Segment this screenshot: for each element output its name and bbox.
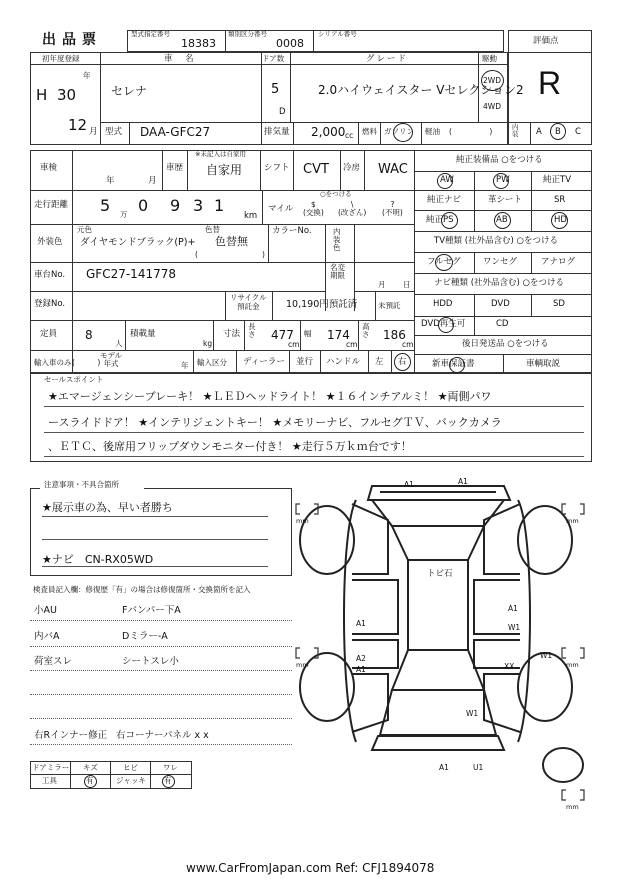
notes-label: 注意事項・不具合箇所 — [44, 480, 119, 489]
dmg-front-bumper-1: A1 — [404, 480, 414, 489]
exterior-color: ダイヤモンドブラック(P)+ — [80, 237, 196, 248]
dims-label: 寸法 — [223, 329, 241, 339]
dmg-rear-glass-w1: W1 — [466, 709, 479, 718]
inspector-label: 検査員記入欄：修復歴「有」の場合は修復箇所・交換箇所を記入 — [33, 585, 251, 594]
sales-point-label: セールスポイント — [44, 375, 104, 384]
legend-broken: ワレ — [163, 763, 178, 772]
equip-tv: 純正TV — [543, 175, 572, 185]
dmg-roof-stone: トビ石 — [427, 569, 453, 579]
ac-label: 冷房 — [343, 163, 361, 173]
reg-label: 登録No. — [34, 299, 66, 309]
legend-scratch: キズ — [83, 763, 98, 772]
interior-a: A — [536, 127, 542, 137]
width-label: 幅 — [304, 329, 312, 338]
drive-2wd: 2WD — [483, 76, 501, 85]
import-paren: ( ) — [72, 358, 101, 367]
navi-dvd: DVD — [491, 299, 510, 309]
model-year-label: モデル 年式 — [100, 351, 123, 369]
first-reg-label: 初年度登録 — [42, 54, 80, 63]
recycle-not: 未預託 — [378, 301, 401, 310]
class-label: 類別区分番号 — [228, 30, 267, 38]
insp-row-3-b: シートスレ小 — [122, 656, 179, 667]
class-number: 0008 — [276, 37, 304, 50]
dmg-right-rear-xx: XX — [504, 662, 515, 671]
km-unit: km — [244, 211, 258, 221]
import-label: 輸入車のみ — [34, 358, 72, 367]
sales-line-3: 、ＥＴＣ、後席用フリップダウンモニター付き！ ★走行５万ｋｍ台です！ — [48, 440, 412, 453]
displacement: 2,000 — [311, 125, 346, 139]
handle-label: ハンドル — [326, 357, 361, 367]
insp-row-2-a: 内バA — [34, 631, 60, 642]
fuel-other: ( ) — [449, 127, 493, 136]
mileage-man: 万 — [120, 210, 128, 219]
equip-pw: PW — [496, 175, 510, 185]
drive-label: 駆動 — [482, 54, 497, 63]
doc-warranty: 新車保証書 — [432, 359, 475, 369]
legend-door-mirror: ドアミラー — [32, 763, 70, 772]
load-label: 積載量 — [130, 329, 156, 339]
mm-spare: mm — [566, 803, 579, 811]
mm-bracket-fr — [562, 504, 584, 514]
mm-front-right: mm — [566, 517, 579, 525]
type-cert-label: 型式指定番号 — [131, 30, 170, 38]
width-unit: cm — [346, 340, 358, 349]
kg-unit: kg — [203, 339, 213, 348]
doc-manual: 車輌取説 — [526, 359, 561, 369]
color-label: 外装色 — [37, 237, 63, 247]
displacement-label: 排気量 — [264, 127, 290, 137]
note-line-3: ★ナビ CN-RX05WD — [42, 553, 154, 566]
mm-bracket-rr — [562, 648, 584, 658]
length: 477 — [271, 328, 294, 342]
handle-right: 右 — [398, 357, 407, 367]
tyre-rear-right — [518, 653, 572, 721]
chassis-number: GFC27-141778 — [86, 267, 176, 281]
inspection-label: 車検 — [40, 163, 58, 173]
interior-b: B — [555, 127, 561, 137]
first-reg-year: 30 — [57, 86, 77, 104]
mile-tamper: \ (改ざん) — [338, 200, 367, 218]
color-no-label: カラーNo. — [272, 226, 312, 236]
fuel-label: 燃料 — [362, 127, 377, 136]
equip-ps: 純正PS — [426, 215, 454, 225]
insp-row-1-a: 小AU — [34, 605, 57, 616]
import-class-label: 輸入区分 — [197, 358, 227, 367]
sales-line-1: ★エマージェンシーブレーキ！ ★ＬＥＤヘッドライト！ ★１６インチアルミ！ ★両側パワ — [48, 390, 492, 403]
orig-color-label: 元色 — [77, 225, 92, 234]
legend-crack: ヒビ — [123, 763, 138, 772]
import-parallel: 並行 — [296, 357, 314, 367]
note-line-1: ★展示車の為、早い者勝ち — [42, 501, 173, 514]
interior-c: C — [575, 127, 581, 137]
insp-row-6-b: 右コーナーパネル x x — [116, 730, 209, 741]
drive-4wd: 4WD — [483, 102, 501, 111]
recycle-label: リサイクル 預託金 — [230, 293, 267, 311]
mileage-digit-2: 0 — [138, 196, 149, 215]
color-changed: 色替無 — [215, 235, 248, 248]
height-label: 高さ — [362, 322, 370, 339]
navi-cd: CD — [496, 319, 509, 329]
use-value: 自家用 — [206, 163, 243, 177]
name-change-label: 名変 期限 — [330, 263, 345, 281]
navi-type-label: ナビ種類 (社外品含む) ○をつける — [434, 278, 564, 288]
inspection-year-unit: 年 — [106, 176, 115, 186]
car-name: セレナ — [111, 84, 148, 98]
equip-leather: 革シート — [488, 195, 523, 205]
genuine-equip-label: 純正装備品 ○をつける — [456, 155, 543, 165]
mile-unknown: ? (不明) — [382, 200, 403, 218]
recycle-status: 10,190円預託済 — [286, 299, 358, 310]
mile-exchange: $ (交換) — [303, 200, 324, 218]
dmg-left-rear-a1: A1 — [356, 665, 366, 674]
interior-label: 内装 — [512, 123, 519, 139]
right-rear-quarter — [484, 674, 520, 732]
sheet-title: 出品票 — [42, 32, 102, 48]
mm-bracket-spare — [562, 790, 584, 800]
persons-unit: 人 — [115, 339, 123, 348]
tv-fullseg: フルセグ — [427, 257, 461, 267]
capacity: 8 — [85, 328, 93, 342]
mileage-digit-3: 9 — [170, 196, 181, 215]
mm-rear-right: mm — [566, 661, 579, 669]
tv-oneseg: ワンセグ — [483, 257, 518, 267]
import-dealer: ディーラー — [243, 357, 285, 367]
rating-score: R — [538, 65, 562, 101]
equip-ab: AB — [496, 215, 508, 225]
fuel-gasoline: ガソリン — [384, 127, 414, 136]
grade-label: グレード — [366, 54, 409, 64]
mileage-digit-4: 3 — [193, 196, 204, 215]
length-unit: cm — [288, 340, 300, 349]
docs-label: 後日発送品 ○をつける — [462, 339, 549, 349]
mm-front-left: mm — [296, 517, 309, 525]
dmg-left-rear-a2: A2 — [356, 654, 366, 663]
legend-jack-ari: 有 — [164, 776, 172, 785]
insp-row-3-a: 荷室スレ — [34, 656, 73, 667]
height: 186 — [383, 328, 406, 342]
model-code: DAA-GFC27 — [140, 125, 211, 139]
dmg-right-front-door: A1 — [508, 604, 518, 613]
rear-bumper — [372, 736, 504, 750]
right-front-fender — [484, 504, 520, 574]
nm-day: 日 — [403, 280, 411, 289]
tv-type-label: TV種類 (社外品含む) ○をつける — [434, 236, 558, 246]
doors: 5 — [271, 82, 280, 97]
era: H — [36, 86, 48, 104]
insp-row-6-a: 右Rインナー修正 — [34, 730, 108, 741]
navi-sd: SD — [553, 299, 565, 309]
capacity-label: 定員 — [40, 329, 58, 339]
navi-hdd: HDD — [433, 299, 453, 309]
shift-label: シフト — [264, 163, 290, 173]
width: 174 — [327, 328, 350, 342]
dmg-rear-bumper-a1: A1 — [439, 763, 449, 772]
dmg-right-quarter-w1: W1 — [540, 651, 553, 660]
dmg-left-door: A1 — [356, 619, 366, 628]
handle-left: 左 — [375, 357, 384, 367]
use-note: ※未記入は自家用 — [195, 150, 246, 158]
chassis-label: 車台No. — [34, 270, 66, 280]
equip-navi: 純正ナビ — [427, 195, 462, 205]
length-label: 長さ — [248, 322, 256, 339]
year-unit: 年 — [83, 71, 91, 80]
serial-label: シリアル番号 — [318, 30, 357, 38]
legend-tools-ari: 有 — [86, 776, 94, 785]
dmg-rear-bumper-u1: U1 — [473, 763, 484, 772]
mile-circle-hint: ○をつける — [320, 190, 352, 198]
dmg-front-bumper-2: A1 — [458, 477, 468, 486]
equip-aw: AW — [440, 175, 454, 185]
interior-color-label: 内装色 — [333, 227, 341, 252]
rating-label: 評価点 — [533, 36, 559, 46]
month-unit: 月 — [89, 127, 98, 137]
color-change-label: 色替 — [205, 225, 220, 234]
cc-unit: cc — [345, 131, 354, 140]
tv-analog: アナログ — [541, 257, 576, 267]
ac-value: WAC — [378, 162, 408, 177]
spare-tyre — [543, 748, 583, 782]
insp-row-2-b: Dミラー-A — [122, 631, 168, 642]
dmg-right-door-w1: W1 — [508, 623, 521, 632]
mileage-digit-1: 5 — [100, 196, 111, 215]
grade: 2.0ハイウェイスター Vセレクション2 — [318, 83, 524, 97]
equip-hd: HD — [554, 215, 567, 225]
windshield — [392, 526, 484, 560]
car-name-label: 車 名 — [164, 54, 196, 64]
mm-rear-left: mm — [296, 661, 309, 669]
legend-tools: 工具 — [42, 776, 57, 785]
mileage-digit-5: 1 — [214, 196, 225, 215]
fuel-diesel: 軽油 — [425, 127, 440, 136]
doors-suffix: D — [279, 107, 286, 117]
navi-dvd-play: DVD再生可 — [421, 319, 466, 329]
insp-row-1-b: Fバンパー下A — [122, 605, 181, 616]
equip-sr: SR — [554, 195, 566, 205]
rear-glass — [392, 650, 484, 690]
use-label: 車歴 — [166, 163, 184, 173]
shift-value: CVT — [303, 162, 329, 177]
sales-line-2: ースライドドア！ ★インテリジェントキー！ ★メモリーナビ、フルセグＴＶ、バックカメラ — [48, 416, 502, 429]
first-reg-month: 12 — [68, 116, 88, 134]
mileage-label: 走行距離 — [34, 200, 69, 210]
legend-jack: ジャッキ — [116, 776, 146, 785]
model-label: 型式 — [105, 127, 123, 137]
model-year-unit: 年 — [181, 361, 189, 370]
nm-month: 月 — [378, 280, 386, 289]
rear-hatch — [380, 690, 496, 735]
height-unit: cm — [402, 340, 414, 349]
footer-reference: www.CarFromJapan.com Ref: CFJ1894078 — [186, 861, 435, 875]
inspection-month-unit: 月 — [148, 176, 157, 186]
doors-label: ドア数 — [262, 54, 285, 63]
mile-label: マイル — [268, 204, 294, 214]
type-cert-number: 18383 — [181, 37, 216, 50]
